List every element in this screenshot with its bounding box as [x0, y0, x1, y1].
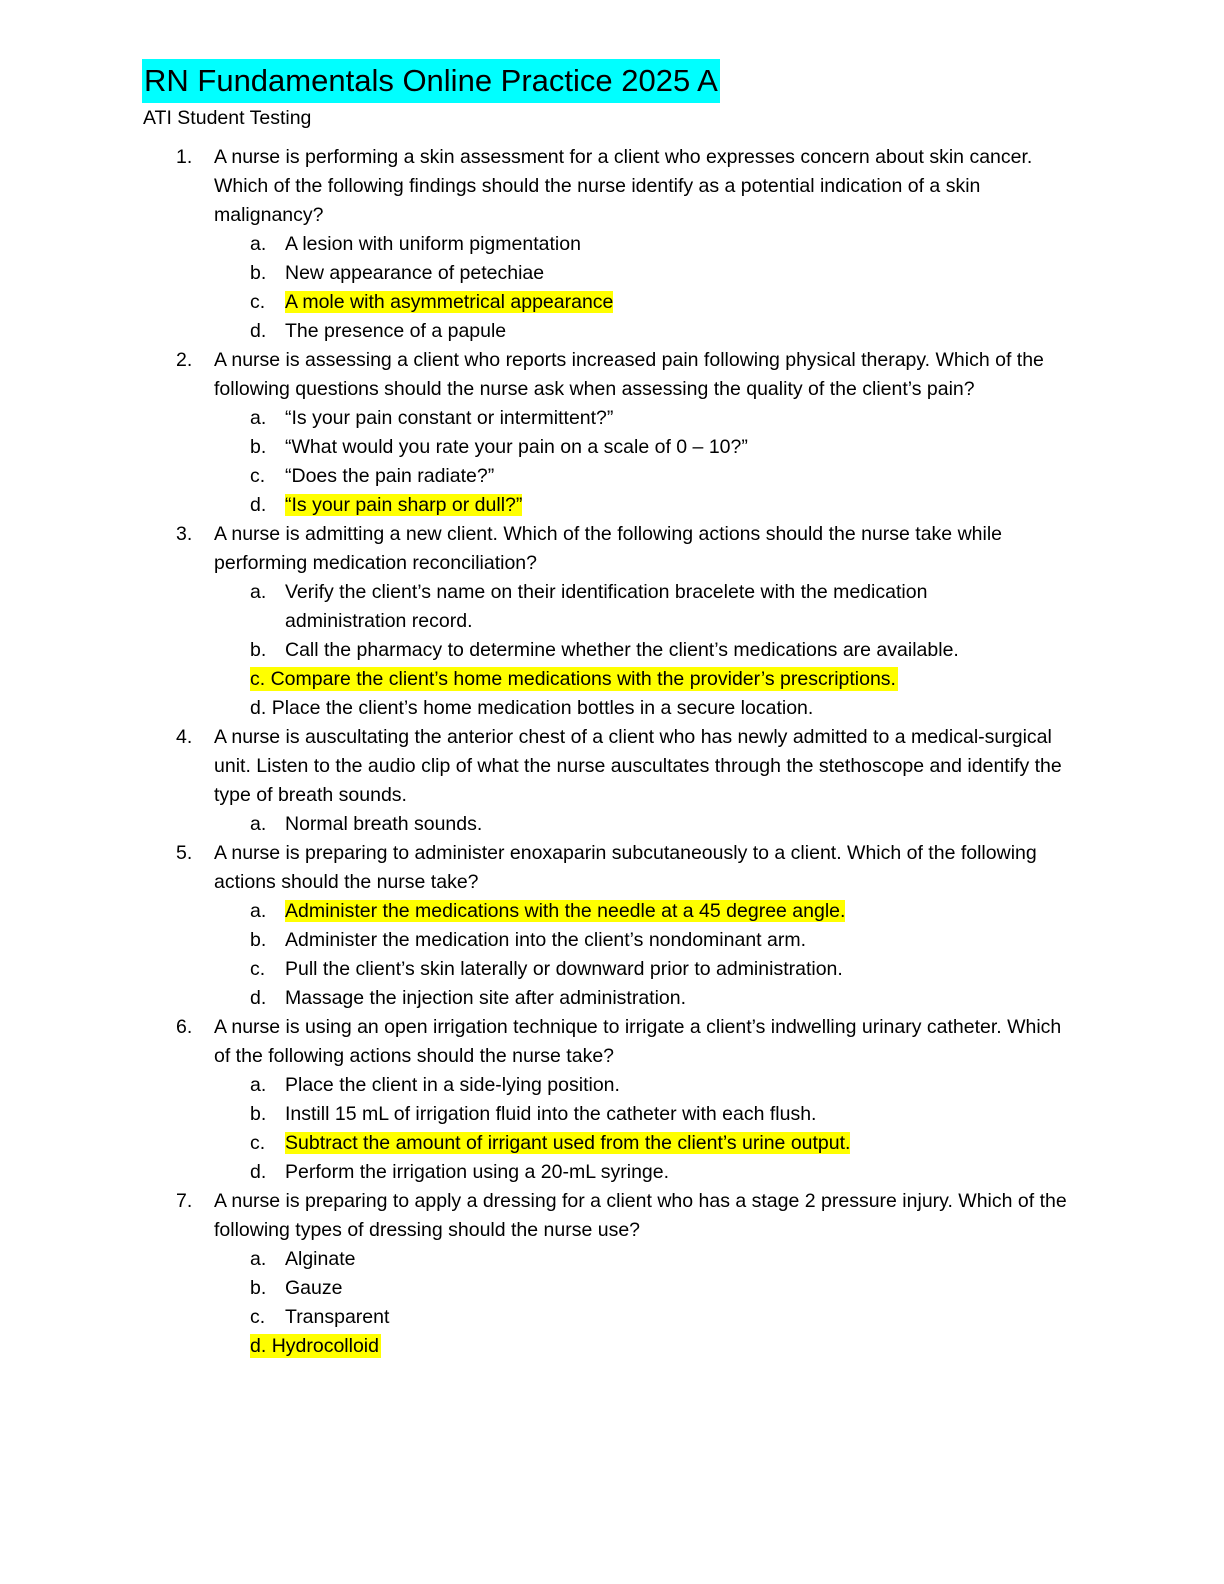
option-row-highlighted: [250, 667, 898, 691]
option-text: Verify the client’s name on their identification bracelete with the medication administration record.: [285, 581, 928, 632]
option-letter: d.: [250, 1161, 267, 1183]
question-number: 4.: [176, 726, 193, 748]
option-letter: c.: [250, 958, 266, 980]
question-text: A nurse is assessing a client who reports increased pain following physical therapy. Which of the following questions should the nurse ask when assessing the quality of the client’s pain?: [214, 349, 1044, 400]
option-text: “Does the pain radiate?”: [285, 465, 495, 487]
question-4: [0, 723, 1224, 839]
question-text: A nurse is performing a skin assessment for a client who expresses concern about skin cancer. Which of the following findings should the nurse identify as a potential indication of a skin malignancy?: [214, 146, 1033, 226]
question-text: A nurse is preparing to apply a dressing for a client who has a stage 2 pressure injury. Which of the following types of dressing should the nurse use?: [214, 1190, 1067, 1241]
option-text: Hydrocolloid: [271, 1335, 379, 1357]
document-subtitle: ATI Student Testing: [143, 107, 312, 129]
option-text: “Is your pain constant or intermittent?”: [285, 407, 614, 429]
option-2a: [0, 404, 1224, 433]
option-text: Alginate: [285, 1248, 356, 1270]
question-1: [0, 143, 1224, 346]
question-text: A nurse is using an open irrigation technique to irrigate a client’s indwelling urinary catheter. Which of the following actions should the nurse take?: [214, 1016, 1062, 1067]
option-letter: b.: [250, 262, 267, 284]
option-row: [250, 697, 813, 719]
option-3b: [0, 636, 1224, 665]
option-letter: d.: [250, 1335, 267, 1357]
option-letter: c.: [250, 291, 266, 313]
question-number: 7.: [176, 1190, 193, 1212]
option-letter: d.: [250, 987, 267, 1009]
question-number: 1.: [176, 146, 193, 168]
option-text: The presence of a papule: [285, 320, 507, 342]
question-text: A nurse is auscultating the anterior chest of a client who has newly admitted to a medical-surgical unit. Listen to the audio clip of what the nurse auscultates through the stethoscope and identify the type of breath sounds.: [214, 726, 1062, 806]
question-number: 6.: [176, 1016, 193, 1038]
option-text: Normal breath sounds.: [285, 813, 483, 835]
question-text: A nurse is admitting a new client. Which of the following actions should the nurse take while performing medication reconciliation?: [214, 523, 1003, 574]
option-text: Pull the client’s skin laterally or downward prior to administration.: [285, 958, 843, 980]
option-text: Call the pharmacy to determine whether the client’s medications are available.: [285, 639, 959, 661]
option-text: Place the client in a side-lying position.: [285, 1074, 620, 1096]
option-7c: [0, 1303, 1224, 1332]
option-text: Administer the medication into the client’s nondominant arm.: [285, 929, 806, 951]
option-letter: a.: [250, 1248, 267, 1270]
option-5d: [0, 984, 1224, 1013]
option-text-highlighted: A mole with asymmetrical appearance: [285, 291, 614, 313]
option-letter: a.: [250, 233, 267, 255]
option-5a: [0, 897, 1224, 926]
question-number: 5.: [176, 842, 193, 864]
option-6b: [0, 1100, 1224, 1129]
document-title: RN Fundamentals Online Practice 2025 A: [142, 59, 720, 103]
option-6d: [0, 1158, 1224, 1187]
question-6: [0, 1013, 1224, 1187]
option-2b: [0, 433, 1224, 462]
option-letter: b.: [250, 436, 267, 458]
option-3a: [0, 578, 1224, 636]
option-letter: b.: [250, 1277, 267, 1299]
option-text: Gauze: [285, 1277, 343, 1299]
option-text-highlighted: Subtract the amount of irrigant used from the client’s urine output.: [285, 1132, 851, 1154]
option-1b: [0, 259, 1224, 288]
option-2d: [0, 491, 1224, 520]
question-5: [0, 839, 1224, 1013]
option-letter: c.: [250, 1132, 266, 1154]
option-letter: d.: [250, 320, 267, 342]
option-letter: d.: [250, 697, 267, 719]
option-7d: [0, 1332, 1224, 1361]
option-row-highlighted: [250, 1334, 381, 1358]
option-text: Transparent: [285, 1306, 390, 1328]
question-2: [0, 346, 1224, 520]
option-text: Perform the irrigation using a 20-mL syringe.: [285, 1161, 670, 1183]
option-text: A lesion with uniform pigmentation: [285, 233, 581, 255]
option-letter: c.: [250, 1306, 266, 1328]
option-letter: d.: [250, 494, 267, 516]
option-letter: a.: [250, 581, 267, 603]
option-letter: b.: [250, 639, 267, 661]
option-text: Compare the client’s home medications with the provider’s prescriptions.: [270, 668, 896, 690]
option-text: Massage the injection site after administration.: [285, 987, 687, 1009]
option-text-highlighted: Administer the medications with the needle at a 45 degree angle.: [285, 900, 846, 922]
option-1d: [0, 317, 1224, 346]
option-2c: [0, 462, 1224, 491]
option-5c: [0, 955, 1224, 984]
option-text: Place the client’s home medication bottles in a secure location.: [271, 697, 814, 719]
option-5b: [0, 926, 1224, 955]
option-letter: c.: [250, 465, 266, 487]
option-letter: a.: [250, 900, 267, 922]
option-7a: [0, 1245, 1224, 1274]
option-letter: a.: [250, 407, 267, 429]
option-text: Instill 15 mL of irrigation fluid into the catheter with each flush.: [285, 1103, 817, 1125]
question-number: 2.: [176, 349, 193, 371]
option-letter: a.: [250, 813, 267, 835]
option-text: New appearance of petechiae: [285, 262, 545, 284]
question-text: A nurse is preparing to administer enoxaparin subcutaneously to a client. Which of the following actions should the nurse take?: [214, 842, 1037, 893]
option-7b: [0, 1274, 1224, 1303]
option-3d: [0, 694, 1224, 723]
option-letter: b.: [250, 929, 267, 951]
option-6c: [0, 1129, 1224, 1158]
option-letter: c.: [250, 668, 266, 690]
option-1a: [0, 230, 1224, 259]
option-letter: b.: [250, 1103, 267, 1125]
option-6a: [0, 1071, 1224, 1100]
option-4a: [0, 810, 1224, 839]
option-letter: a.: [250, 1074, 267, 1096]
option-3c: [0, 665, 1224, 694]
option-text: “What would you rate your pain on a scale of 0 – 10?”: [285, 436, 748, 458]
question-list: [0, 143, 1224, 1361]
question-7: [0, 1187, 1224, 1361]
question-3: [0, 520, 1224, 723]
question-number: 3.: [176, 523, 193, 545]
option-1c: [0, 288, 1224, 317]
option-text-highlighted: “Is your pain sharp or dull?”: [285, 494, 523, 516]
